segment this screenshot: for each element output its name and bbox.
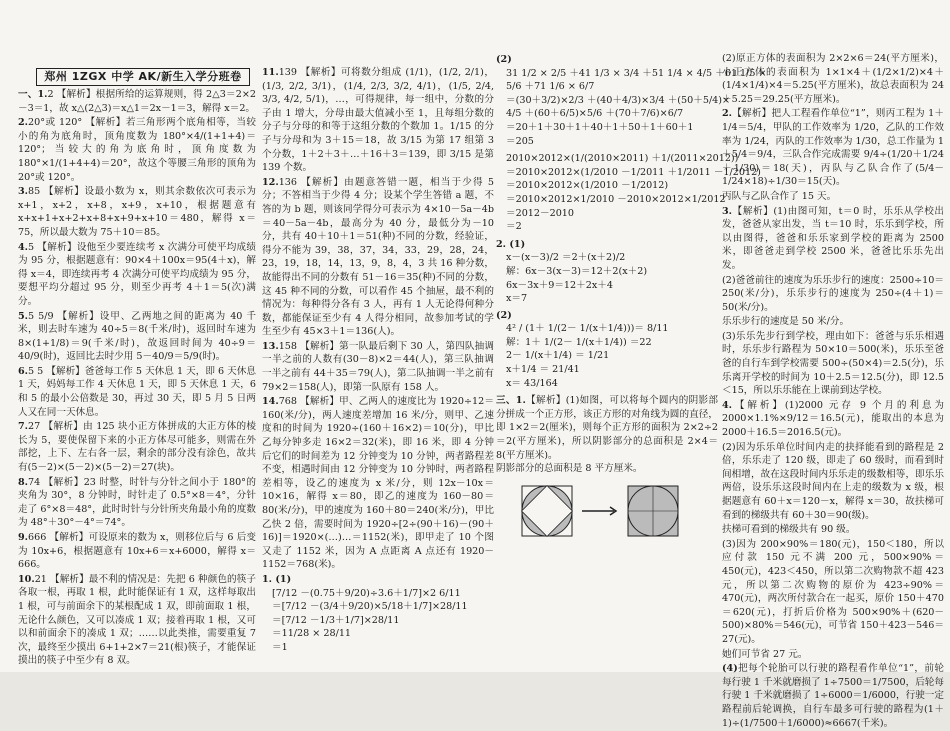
math-line: 6x－3x＋9＝12＋2x＋4 [506, 279, 613, 291]
problem-number: 2. [18, 117, 29, 129]
col1-item [18, 365, 256, 419]
col2-item [262, 395, 494, 572]
col4-item [722, 399, 944, 440]
problem-text: 20°或 120° 【解析】若三角形两个底角相等，当较小的角为底角时，顶角度数为 180°×4/(1+1+4)＝120°；当较大的角为底角时，顶角度数为 180°×1/(1+4+4)＝20°，故这个等腰三角形的顶角为 20°或 120°。 [18, 117, 256, 183]
col1-item [18, 185, 256, 239]
problem-text: (2)原正方体的表面积为 2×2×6＝24(平方厘米)，小正方体的表面积为 1×1×4＋(1/2×1/2)×4＋(1/4×1/4)×4＝5.25(平方厘米)，故总表面积为 24＋5.25＝29.25(平方厘米)。 [722, 53, 944, 105]
math-line: ＝2 [506, 221, 522, 233]
column-1 [18, 88, 256, 669]
problem-number: (4) [722, 663, 738, 675]
shaded-circles-figure [516, 480, 706, 540]
col2-item [262, 176, 494, 339]
problem-text: 21 【解析】最不利的情况是：先把 6 种颜色的筷子各取一根，再取 1 根，此时能保证有 1 双，这样每取出 1 根，可与前面余下的某根配成 1 双，即前面取 1 根，无论什么颜色，又可以凑成 1 双；接着再取 1 根，又可以和前面余下的凑成 1 双；……以此类推，需要重复 7 次，最终至少摸出 6+1+2×7＝21(根)筷子，才能保证摸出的筷子中至少有 8 双。 [18, 573, 256, 667]
column-3 [496, 52, 767, 542]
col4-item [722, 648, 944, 662]
problem-text: 139 【解析】可将数分组成 (1/1)，(1/2, 2/1)，(1/3, 2/2, 3/1)，(1/4, 2/3, 3/2, 4/1)，(1/5, 2/4, 3/3, 4/2, 5/1)，…，可得规律，每一组中，分数的分子由 1 增大，分母由最大值减小至 1，且每组分数的分子与分母的和等于这组分数的个数加 1。1/15 的分子与分母和为 3＋15＝18，故 3/15 为第 17 组第 3 个分数，1＋2＋3＋…＋16＋3＝139，即 3/15 是第 139 个数。 [262, 67, 494, 174]
math-line: ＝1 [272, 641, 288, 653]
math-line: [7/12 －(0.75＋9/20)÷3.6＋1/7]×2 6/11 [272, 587, 461, 599]
problem-text: (3)乐乐先步行到学校，理由如下：爸爸与乐乐相遇时，乐乐步行路程为 50×10＝500(米)，乐乐至爸爸的自行车到学校需要 500÷(50×4)＝2.5(分)，乐乐离开学校的时间为 10＋2.5＝12.5(分)，即 12.5＜15，所以乐乐能在上课前到达学校。 [722, 330, 944, 397]
problem-number: 6. [18, 365, 29, 377]
problem-text: 74 【解析】23 时整，时针与分针之间小于 180°的夹角为 30°，8 分钟时，时针走了 0.5°×8＝4°，分针走了 6°×8＝48°，此时时针与分针所夹角最小角的度数为 48°＋30°－4°＝74°。 [18, 476, 256, 529]
problem-number: 4. [18, 241, 29, 253]
math-line: ＝205 [506, 135, 534, 147]
math-line: ＝[7/12 －1/3＋1/7]×28/11 [272, 614, 400, 626]
col4-item [722, 330, 944, 398]
math-line: ＝20＋1＋30＋1＋40＋1＋50＋1＋60＋1 [506, 121, 694, 133]
problem-number: 2. [722, 108, 733, 120]
calc-head-2: (2) [496, 54, 512, 65]
col1-item [18, 116, 256, 184]
column-2 [262, 66, 494, 655]
math-line: 解：6x－3(x－3)＝12＋2(x＋2) [506, 265, 648, 277]
math-line: ＝[7/12 －(3/4＋9/20)×5/18＋1/7]×28/11 [272, 601, 468, 613]
math-line: x－(x－3)/2 ＝2＋(x＋2)/2 [506, 252, 626, 264]
problem-text: 85 【解析】设最小数为 x，则其余数依次可表示为 x+1，x+2，x+8，x+9，x+10，根据题意有 x+x+1+x+2+x+8+x+9+x+10＝480，解得 x＝75，所以最大数为 75＋10＝85。 [18, 186, 256, 238]
col1-item [18, 88, 256, 115]
col1-item [18, 420, 256, 474]
col1-item [18, 241, 256, 309]
math-line: x＋1/4 ＝ 21/41 [506, 364, 580, 376]
problem-tail: 阴影部分的总面积是 8 平方厘米。 [496, 463, 643, 475]
math-line: 5/6 ＋71 1/6 × 6/7 [506, 81, 595, 93]
problem-text: 【解析】把人工程看作单位“1”，则丙工程为 1＋1/4＝5/4，甲队的工作效率为 1/20，乙队的工作效率为 1/24，丙队的工作效率为 1/30，总工作量为 1＋5/4＝9/4，三队合作完成需要 9/4÷(1/20＋1/24＋1/30)＝18(天)，丙队与乙队合作了(5/4－1/24×18)÷1/30＝15(天)。 [722, 108, 944, 188]
col4-item [722, 274, 944, 315]
col1-item [18, 531, 256, 572]
problem-text: 27 【解析】由 125 块小正方体拼成的大正方体的棱长为 5，要使保留下来的小正方体尽可能多，则需在外部挖，上下、左右各一层，剩余的部分没有涂色，故共有(5－2)×(5－2)×(5－2)＝27(块)。 [18, 421, 256, 474]
column-4 [722, 52, 944, 731]
problem-number: 10. [18, 573, 35, 585]
problem-text: 把每个轮胎可以行驶的路程看作单位“1”，前轮每行驶 1 千米就磨损了 1÷7500＝1/7500，后轮每行驶 1 千米就磨损了 1÷6000＝1/6000，行驶一定路程前后轮调换，自行车最多可行驶的路程为(1＋1)÷(1/7500＋1/6000)≈6667(千米)。 [722, 663, 944, 729]
problem-text: 5 5 【解析】爸爸每工作 5 天休息 1 天，即 6 天休息 1 天，妈妈每工作 4 天休息 1 天，即 5 天休息 1 天，6 和 5 的最小公倍数是 30，再过 30 天，即 5 月 5 日两人又在同一天休息。 [18, 365, 256, 418]
problem-text: (2)爸爸前往的速度为乐乐步行的速度：2500÷10＝250(米/分)，乐乐步行的速度为 250÷(4＋1)＝50(米/分)。 [722, 274, 944, 313]
problem-number: 12. [262, 176, 279, 188]
col4-item [722, 52, 944, 106]
problem-text: (3)因为 200×90%＝180(元)，150＜180，所以应付款 150 元不满 200 元，500×90%＝450(元)，423＜450，所以第二次购物款不超 423 元，所以第二次购物的原价为 423÷90%＝470(元)，两次所付款合在一起买，原价 150＋470＝620(元)，打折后价格为 500×90%＋(620－500)×80%＝546(元)，可节省 150＋423－546＝27(元)。 [722, 538, 944, 645]
problem-number: 8. [18, 476, 29, 488]
problem-3-1 [496, 394, 718, 476]
problem-number: 9. [18, 532, 29, 543]
math-line: 31 1/2 × 2/5 ＋41 1/3 × 3/4 ＋51 1/4 × 4/5 ＋61 1/5 × [506, 67, 767, 79]
problem-text: 【解析】(1)由图可知，t＝0 时，乐乐从学校出发，爸爸从家出发，当 t＝10 时，乐乐到学校，所以由图得，爸爸和乐乐家到学校的距离为 2500 米，即爸爸走到学校 2500 米，爸爸比乐乐先出发。 [722, 205, 944, 271]
problem-number: 4. [722, 399, 733, 411]
problem-text: 136 【解析】由题意答错一题，相当于少得 5 分；不答相当于少得 4 分；设某个学生答错 a 题，不答的为 b 题，则该同学得分可表示为 4×10－5a－4b＝40－5a－4b，最高分为 40 分，最低分为－10 分，共有 40＋10＋1＝51(种)不同的分数，经验证，得分不能为 39，38，37，34，33，29，28，24，23，19，18，14，13，9，8，4，3 共 16 种分数，故能得出不同的分数有 51－16＝35(种)不同的分数，这 45 种不同的分数，可以看作 45 个抽屉，最不利的情况为：每种得分各有 3 人，再有 1 人无论得何种分数，都能保证至少有 4 人得分相同，故参加考试的学生至少有 45×3＋1＝136(人)。 [262, 176, 494, 338]
math-line: 4² / (1＋ 1/(2－ 1/(x＋1/4)))＝ 8/11 [506, 323, 669, 335]
math-line: 解：1＋ 1/(2－ 1/(x＋1/4)) ＝22 [506, 336, 652, 348]
equation-2-1 [496, 238, 718, 306]
problem-number: 5. [18, 310, 29, 322]
equation-2-2 [496, 309, 718, 391]
col4-item [722, 315, 944, 329]
math-line: 2010×2012×(1/(2010×2011) ＋1/(2011×2012)) [506, 153, 739, 165]
problem-text: 666 【解析】可设原来的数为 x，则移位后与 6 后变为 10x+6，根据题意有 10x+6＝x+6000，解得 x＝666。 [18, 532, 256, 571]
problem-text: 【解析】(1)2000 元存 9 个月的利息为 2000×1.1%×9/12＝16.5(元)，能取出的本息为 2000＋16.5＝2016.5(元)。 [722, 399, 944, 439]
col4-item [722, 441, 944, 523]
col4-item [722, 205, 944, 273]
problem-number: 11. [262, 67, 279, 78]
math-line: ＝2010×2012×1/2010 －2010×2012×1/2012 [506, 193, 726, 205]
problem-text: 2 【解析】根据所给的运算规则，得 2△3＝2×2－3＝1，故 x△(2△3)＝x△1＝2x－1＝3，解得 x＝2。 [18, 89, 257, 114]
problem-text: 5 【解析】设他至少要连续考 x 次满分可使平均成绩为 95 分，根据题意有：90×4＋100x＝95(4＋x)，解得 x＝4，即连续再考 4 次满分可使平均成绩为 95 分，要想平均分超过 95 分，则至少再考 4＋1＝5(次)满分。 [18, 241, 256, 307]
math-line: 4/5 ＋(60＋6/5)×5/6 ＋(70＋7/6)×6/7 [506, 108, 684, 120]
col1-item [18, 573, 256, 668]
math-line: 2－ 1/(x＋1/4) ＝ 1/21 [506, 350, 610, 362]
col4-item [722, 662, 944, 730]
problem-text: 【解析】(1)如图，可以将每个圆内的阴影部分拼成一个正方形，该正方形的对角线为圆的直径，即 1×2＝2(厘米)，则每个正方形的面积为 2×2÷2＝2(平方厘米)，所以阴影部分的总面积是 2×4＝8(平方厘米)。 [496, 395, 718, 461]
col2-item [262, 66, 494, 175]
math-line: ＝(30＋3/2)×2/3 ＋(40＋4/3)×3/4 ＋(50＋5/4)× [506, 94, 731, 106]
problem-text: 她们可节省 27 元。 [722, 648, 808, 660]
math-line: x＝7 [506, 293, 528, 305]
problem-number: 14. [262, 396, 279, 408]
math-line: ＝2010×2012×(1/2010 －1/2012) [506, 180, 669, 192]
problem-text: 158 【解析】第一队最后剩下 30 人，第四队抽调一半之前的人数有(30－8)×2＝44(人)，第三队抽调一半之前有 44＋35＝79(人)，第二队抽调一半之前有 79×2＝158(人)，即第一队原有 158 人。 [262, 340, 494, 393]
col4-item [722, 538, 944, 647]
problem-text: (2)因为乐乐单位时间内走的抉择能看到的路程是 2 倍，乐乐走了 120 级，即走了 60 级时，而看到时间相增，故在这段时间内乐乐走的级数相等，即乐乐两倍，设乐乐这段时间内在上走的级数为 x 级，根据题意有 60＋x＝120－x，解得 x＝30，故扶梯可看到的梯级共有 60＋30＝90(级)。 [722, 441, 944, 521]
col4-item [722, 190, 944, 204]
problem-text: 丙队与乙队合作了 15 天。 [722, 190, 837, 202]
calc-problem-1-3 [496, 152, 761, 234]
problem-number: 三、1. [496, 395, 526, 407]
problem-number: 7. [18, 421, 29, 433]
problem-number: 13. [262, 340, 279, 352]
equation-head-2: (2) [496, 309, 512, 321]
problem-text: 扶梯可看到的梯级共有 90 级。 [722, 524, 856, 536]
math-line: ＝11/28 × 28/11 [272, 628, 352, 640]
math-line: ＝2010×2012×(1/2010 －1/2011 ＋1/2011 －1/2012) [506, 166, 761, 178]
problem-number: 一、1. [18, 89, 48, 100]
problem-text: 5 5/9 【解析】设甲、乙两地之间的距离为 40 千米，则去时车速为 40÷5＝8(千米/时)，返回时车速为 8×(1+1/8)＝9(千米/时)，故返回时间为 40÷9＝40/9(时)，返回比去时少用 5－40/9＝5/9(时)。 [18, 310, 256, 363]
math-line: ＝2012－2010 [506, 207, 575, 219]
problem-text: 768 【解析】甲、乙两人的速度比为 1920÷12＝160(米/分)，两人速度差增加 16 米/分，则甲、乙速度和的时间为 1920÷(160＋16×2)＝10(分)，甲比乙每分钟多走 16×2＝32(米)，即 16 米，即 4 分钟后它们的时间差为 12 分钟变为 10 分钟，两者路程差不变，相遇时间由 12 分钟变为 10 分钟时，两者路程差相等，设乙的速度为 x 米/分，则 12x－10x＝10×16，解得 x＝80，即乙的速度为 160－80＝80(米/分)，甲的速度为 160＋80＝240(米/分)，甲比乙快 2 倍，需要时间为 1920÷[2÷(90＋16)－(90＋16)]＝1920×(…)…＝1152(米)，即甲走了 10 个图又走了 1152 米，因为 A 点距离 A 点还有 1920－1152＝768(米)。 [262, 396, 494, 571]
problem-number: 3. [18, 186, 29, 198]
section-title: 郑州 1ZGX 中学 AK/新生入学分班卷 [36, 68, 250, 86]
calc-problem-1-2 [496, 53, 767, 148]
problem-number: 3. [722, 205, 733, 217]
calc-problem-1-1 [262, 573, 494, 655]
col1-item [18, 310, 256, 364]
math-line: x＝ 43/164 [506, 377, 558, 389]
col4-item [722, 523, 944, 537]
col2-item [262, 340, 494, 394]
equation-head: 2. (1) [496, 238, 526, 250]
col4-item [722, 107, 944, 189]
col1-item [18, 476, 256, 530]
calc-head: 1. (1) [262, 573, 292, 585]
problem-text: 乐乐步行的速度是 50 米/分。 [722, 316, 850, 328]
